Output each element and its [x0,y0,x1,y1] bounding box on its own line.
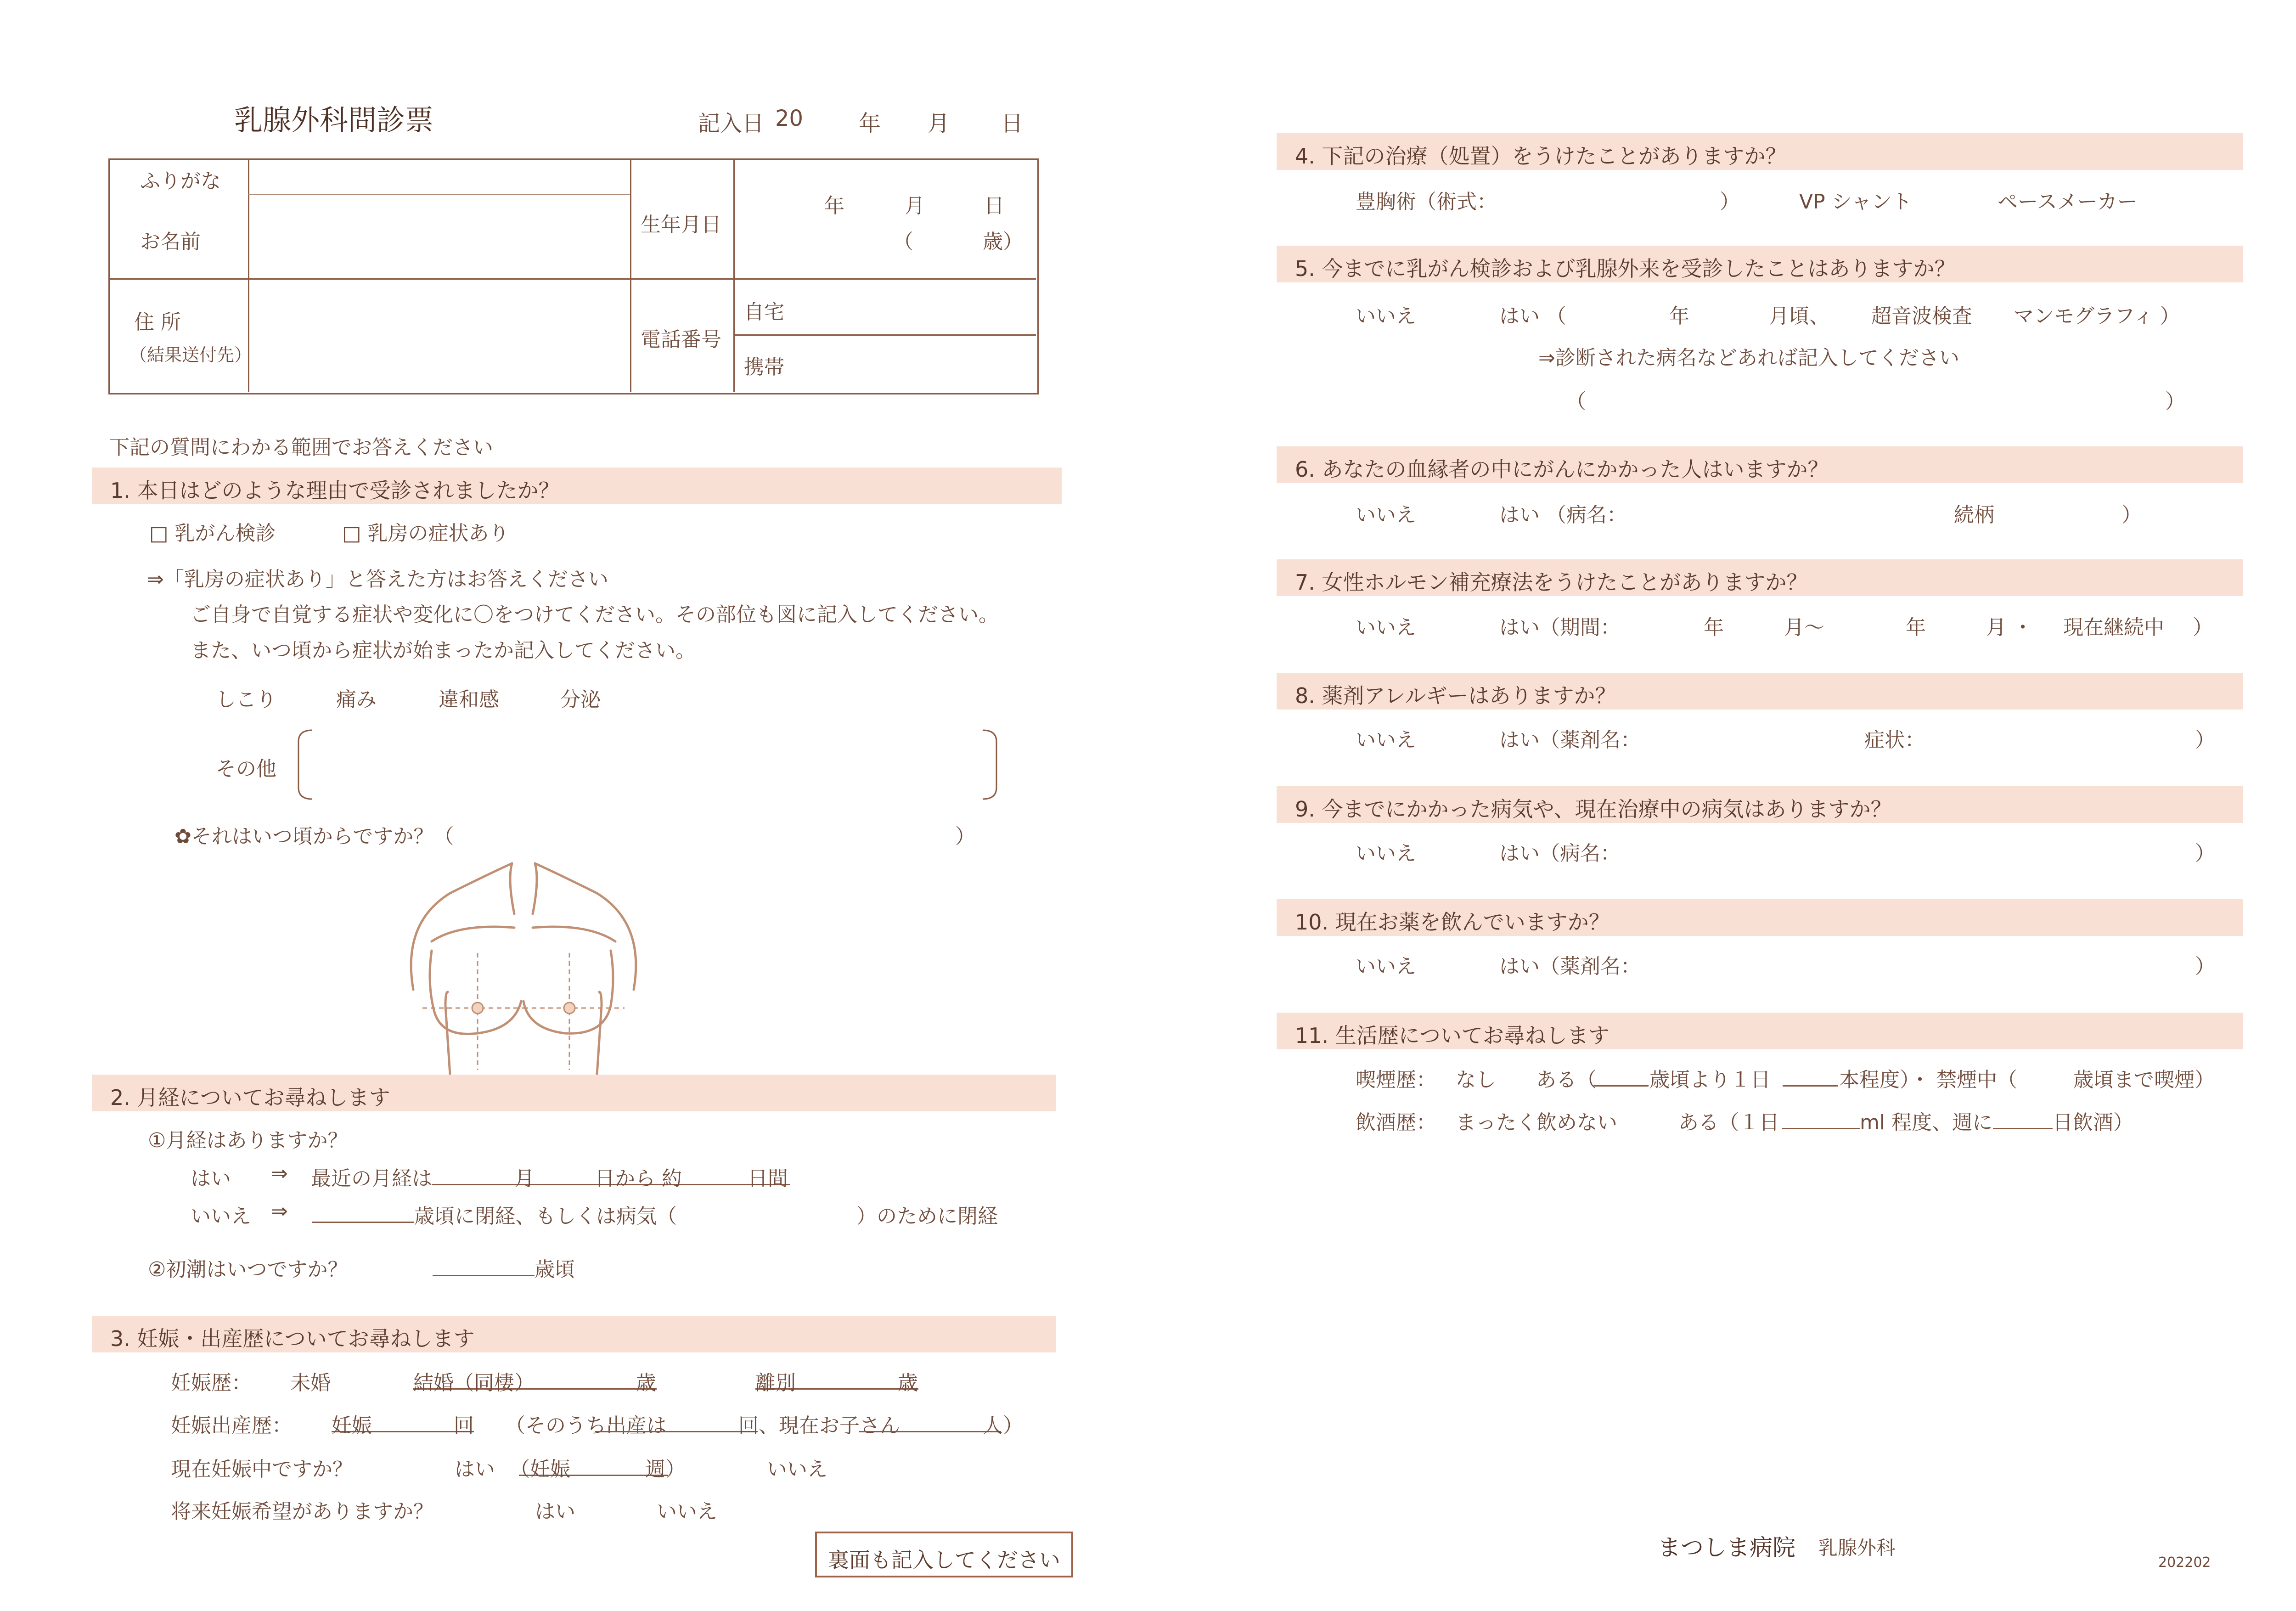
back-note: 裏面も記入してください [828,1548,1060,1572]
children-count-field[interactable] [859,1431,1001,1432]
smoking-yes[interactable]: ある（ [1536,1068,1597,1092]
vp-shunt[interactable]: VP シャント [1799,190,1912,214]
q5-no[interactable]: いいえ [1356,304,1416,328]
q7-month1: 月〜 [1784,616,1824,639]
q7-title: 7. 女性ホルモン補充療法をうけたことがありますか？ [1295,570,1808,595]
divider [733,334,1036,336]
smoking-none[interactable]: なし [1456,1068,1496,1092]
q9-header [1277,786,2243,823]
date-day: 日 [1001,111,1024,136]
recent-day: 日から 約 [595,1167,682,1190]
breast-diagram[interactable] [395,854,652,1075]
q2-sub2: ②初潮はいつですか？ [148,1258,348,1281]
period-yes[interactable]: はい [191,1167,231,1190]
drinking-never[interactable]: まったく飲めない [1456,1111,1617,1134]
q1-option-screening[interactable]: □ 乳がん検診 [149,522,276,545]
divorced-age: 歳 [898,1371,918,1395]
drinking-b: 日飲酒） [2053,1111,2133,1134]
q3-title: 3. 妊娠・出産歴についてお尋ねします [110,1326,475,1351]
augmentation-close: ） [1720,190,1740,214]
q9-no[interactable]: いいえ [1356,842,1416,865]
page-title: 乳腺外科問診票 [234,103,434,137]
q8-title: 8. 薬剤アレルギーはありますか？ [1295,683,1616,708]
currently-pregnant-label: 現在妊娠中ですか？ [171,1458,353,1481]
furigana-label: ふりがな [140,169,221,193]
drinking-days-field[interactable] [1993,1128,2053,1129]
arrow: ⇒ [271,1162,288,1185]
q11-title: 11. 生活歴についてお尋ねします [1295,1023,1609,1048]
pregnancy-history-label: 妊娠歴： [171,1371,252,1395]
pregnancy: 妊娠 [332,1414,372,1437]
q7-header [1277,559,2243,596]
symptom-lump[interactable]: しこり [216,688,276,711]
pregnancy-times: 回 [454,1414,474,1437]
children-label: 回、現在お子さん [738,1414,900,1437]
drinking-a: ml 程度、週に [1860,1111,1993,1134]
smoking-b: 本程度）・ 禁煙中（ [1839,1068,2017,1092]
q6-no[interactable]: いいえ [1356,503,1416,527]
q7-year1: 年 [1704,616,1724,639]
q6-yes[interactable]: はい （病名： [1499,503,1627,527]
q10-yes[interactable]: はい（薬剤名： [1499,955,1641,978]
q1-option-symptom[interactable]: □ 乳房の症状あり [342,522,509,545]
q5-title: 5. 今までに乳がん検診および乳腺外来を受診したことはありますか？ [1295,256,1956,281]
address-label: 住 所 [134,310,181,334]
children-unit: 人） [983,1414,1023,1437]
q2-header [92,1075,1056,1111]
q5-header [1277,246,2243,282]
address-field[interactable] [257,287,625,383]
age-open: （ [893,230,913,253]
department: 乳腺外科 [1818,1537,1896,1559]
onset-close: ） [955,825,975,848]
divider [733,158,735,392]
future-pregnancy-label: 将来妊娠希望がありますか？ [171,1500,433,1523]
drinking-label: 飲酒歴： [1356,1111,1436,1134]
q5-open: （ [1566,390,1586,413]
birth-history-label: 妊娠出産歴： [171,1414,292,1437]
birth-month: 月 [905,194,925,218]
pregnant-yes[interactable]: はい [455,1458,495,1481]
q10-close: ） [2195,955,2215,978]
date-label: 記入日 [698,111,765,136]
symptom-other-label: その他 [216,757,276,781]
period-no[interactable]: いいえ [191,1205,251,1228]
birth-day: 日 [984,194,1004,218]
married-age: 歳 [636,1371,656,1395]
name-field[interactable] [257,197,625,271]
q11-header [1277,1013,2243,1049]
intro-text: 下記の質問にわかる範囲でお答えください [109,436,493,459]
symptom-discharge[interactable]: 分泌 [560,688,601,711]
q2-sub1: ①月経はありますか？ [148,1129,348,1152]
q7-continuing[interactable]: 現在継続中 [2063,616,2164,639]
q1-note: また、いつ頃から症状が始まったか記入してください。 [191,639,696,662]
q6-close: ） [2122,503,2142,527]
q7-yes[interactable]: はい（期間： [1499,616,1621,639]
symptom-other-field[interactable] [321,732,974,797]
q5-yes[interactable]: はい （ [1499,304,1566,328]
mobile-phone-label: 携帯 [744,355,784,379]
divider [248,194,630,195]
q9-yes[interactable]: はい（病名： [1499,842,1621,865]
form-code: 202202 [2158,1555,2211,1571]
q8-yes[interactable]: はい（薬剤名： [1499,728,1641,752]
q7-year2: 年 [1906,616,1926,639]
recent-period-label: 最近の月経は [311,1167,432,1190]
q7-no[interactable]: いいえ [1356,616,1416,639]
pacemaker[interactable]: ペースメーカー [1998,190,2138,214]
date-month: 月 [928,111,950,136]
q5-close: ） [2165,390,2185,413]
q7-close: ） [2193,616,2213,639]
q6-title: 6. あなたの血縁者の中にがんにかかった人はいますか？ [1295,457,1829,482]
q1-note: ⇒「乳房の症状あり」と答えた方はお答えください [147,568,608,591]
back-note-box [815,1532,1073,1577]
arrow: ⇒ [271,1200,288,1223]
weeks-unit: 週） [645,1458,686,1481]
smoking-a: 歳頃より１日 [1649,1068,1771,1092]
q8-header [1277,673,2243,710]
smoking-count-field[interactable] [1783,1085,1838,1087]
married[interactable]: 結婚（同棲） [413,1371,535,1395]
age-label: 歳） [983,230,1023,253]
divorced[interactable]: 離別 [755,1371,796,1395]
q8-no[interactable]: いいえ [1356,728,1416,752]
name-label: お名前 [140,230,201,253]
breast-augmentation[interactable]: 豊胸術（術式： [1356,190,1497,214]
q10-header [1277,899,2243,936]
address-note: （結果送付先） [129,345,252,365]
q5-year: 年 [1669,304,1689,328]
onset-question: ✿それはいつ頃からですか？（ [174,825,454,848]
drinking-amount-field[interactable] [1782,1128,1860,1129]
q9-title: 9. 今までにかかった病気や、現在治療中の病気はありますか？ [1295,797,1892,822]
future-yes[interactable]: はい [535,1500,575,1523]
q5-ultrasound[interactable]: 超音波検査 [1871,304,1972,328]
hospital-name: まつしま病院 [1658,1534,1795,1561]
symptom-pain[interactable]: 痛み [336,688,377,711]
q8-close: ） [2195,728,2215,752]
pregnancy-weeks-label: （妊娠 [510,1458,570,1481]
smoking-start-field[interactable] [1593,1085,1649,1087]
q3-header [92,1316,1056,1352]
symptom-discomfort[interactable]: 違和感 [439,688,499,711]
q5-mammography[interactable]: マンモグラフィ ） [2014,304,2180,328]
q1-title: 1. 本日はどのような理由で受診されましたか？ [110,478,560,503]
q6-header [1277,446,2243,483]
menopause-label2: ）のために閉経 [856,1205,998,1228]
smoking-c: 歳頃まで喫煙） [2073,1068,2215,1092]
q8-symptom: 症状： [1864,728,1925,752]
birth-of: （そのうち出産は [505,1414,667,1437]
recent-month: 月 [514,1167,535,1190]
q5-month: 月頃、 [1769,304,1829,328]
divider [630,158,631,392]
q2-title: 2. 月経についてお尋ねします [110,1085,390,1110]
q10-title: 10. 現在お薬を飲んでいますか？ [1295,910,1610,935]
q9-close: ） [2195,842,2215,865]
home-phone-label: 自宅 [744,300,784,324]
menopause-age-field[interactable] [312,1222,414,1223]
phone-label: 電話番号 [641,328,721,351]
divider [108,278,1036,280]
q7-month2: 月 ・ [1986,616,2033,639]
pregnant-no[interactable]: いいえ [767,1458,827,1481]
q1-note: ご自身で自覚する症状や変化に〇をつけてください。その部位も図に記入してください。 [191,603,999,626]
date-year: 年 [859,111,881,136]
q4-title: 4. 下記の治療（処置）をうけたことがありますか？ [1295,144,1787,169]
menopause-label: 歳頃に閉経、もしくは病気（ [414,1205,677,1228]
birth-year: 年 [824,194,844,218]
q1-header [92,468,1062,504]
menarche-age-field[interactable] [433,1275,535,1276]
q6-relation: 続柄 [1954,503,1994,527]
q4-header [1277,133,2243,170]
recent-days: 日間 [748,1167,788,1190]
date-year-prefix: 20 [775,106,804,131]
birth-count-field[interactable] [595,1431,758,1432]
drinking-yes[interactable]: ある（１日 [1678,1111,1779,1134]
birth-label: 生年月日 [641,213,721,237]
q10-no[interactable]: いいえ [1356,955,1416,978]
single[interactable]: 未婚 [290,1371,331,1395]
future-no[interactable]: いいえ [657,1500,717,1523]
smoking-label: 喫煙歴： [1356,1068,1436,1092]
q5-note: ⇒診断された病名などあれば記入してください [1538,346,1959,370]
menarche-age: 歳頃 [535,1258,575,1281]
